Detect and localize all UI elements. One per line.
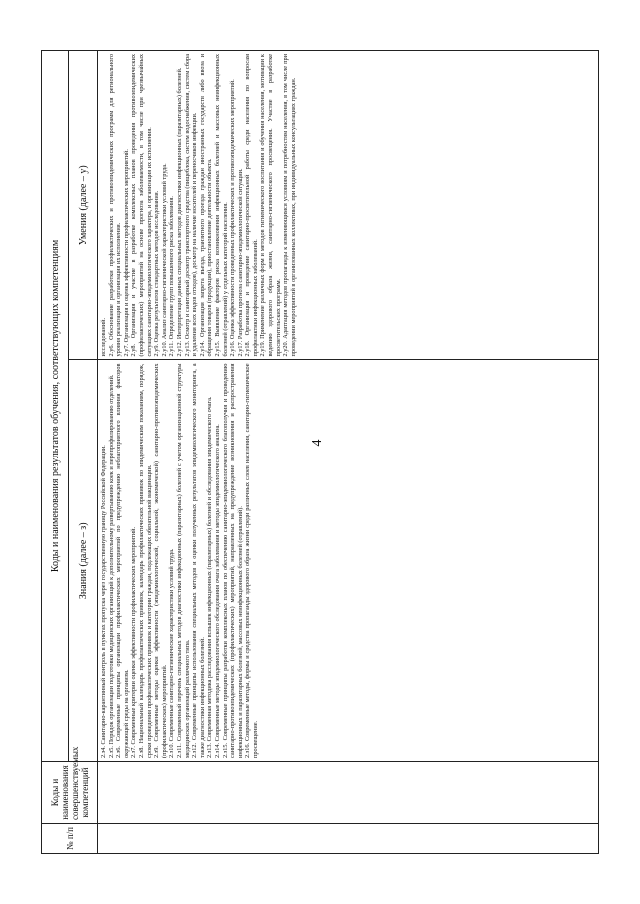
skill-item: 2.у9. Оценка результатов стандартных методов исследования. [153,190,161,357]
skill-item: 2.у13. Осмотр и санитарный досмотр транспортного средства (пищеблока, систем водоснабжения, систем сбора и удаления всех видов отходов), досмотр на наличие носителей и переносчиков инфекции. [183,54,199,357]
skill-item: исследований. [100,317,107,357]
skill-item: 2.у6. Обоснование разработки профилактических и противоэпидемических программ для регионального уровня реализации и организация их исполнения. [107,54,123,357]
skill-item: 2.у15. Выявление факторов риска возникновения инфекционных болезней и массовых неинфекционных болезней (отравлений) у отдельных категорий населения. [213,54,229,357]
table-row [98,51,599,854]
skill-item: 2.у18. Организация и проведение санитарно-просветительной работы среди населения по вопросам профилактики инфекционных заболеваний. [244,54,259,357]
skill-item: 2.у17. Разработка прогноза санитарно-эпидемиологической ситуации. [236,168,244,357]
knowledge-item: 2.з16. Современные методы, формы и средства пропаганды здорового образа жизни среди различных слоев населения, санитарно-гигиеническое просвещение. [244,363,259,758]
header-skills: Умения (далее – у) [69,51,98,361]
skills-cell [98,51,599,361]
skill-item: 2.у11. Определение групп повышенного риска заболевания. [168,196,176,357]
knowledge-item: 2.з8. Национальный календарь профилактических прививок, календарь профилактических прививок по эпидемическим показаниям, порядок, сроки проведения профилактических прививок и категории граждан, подлежащих обязательной вакцинации. [137,363,153,758]
knowledge-item: 2.з6. Современные принципы организации профилактических мероприятий по предупреждению неблагоприятного влияния факторов окружающей среды на организм. [115,363,130,758]
competency-table [41,50,599,854]
knowledge-item: 2.з4. Санитарно-карантинный контроль в пунктах пропуска через государственную границу Российской Федерации. [100,445,107,758]
competency-table-rotated [41,50,599,854]
knowledge-item: 2.з11. Современный перечень специальных методов диагностики инфекционных (паразитарных) болезней с учетом организационной структуры медицинских организаций различного типа. [175,363,191,758]
header-results-title: Коды и наименования результатов обучения, соответствующих компетенциям [42,51,69,762]
page-number: 4 [310,439,325,447]
knowledge-item: 2.з9. Современные методы оценки эффективности (эпидемиологической, социальной, экономической) санитарно-противоэпидемических (профилактических) мероприятий. [153,363,168,758]
knowledge-item: 2.з7. Современные критерии оценки эффективности профилактических мероприятий. [130,526,138,758]
knowledge-item: 2.з12. Современные принципы использования специальных методов и оценки полученных результатов эпидемиологического мониторинга, а также диагностики инфекционных болезней. [191,363,206,758]
row-num [98,824,599,854]
skill-item: 2.у8. Организация и участие в разработке комплексных планов проведения противоэпидемических (профилактических) мероприятий на основе прогноза заболеваемости, в том числе при чрезвычайных ситуациях санитарно-эпидемиологического характера, и организация их исполнения. [130,54,153,357]
row-code [98,762,599,824]
skill-item: 2.у20. Адаптация методов пропаганды к изменяющимся условиям и потребностям населения, в том числе при проведении мероприятий в организованных коллективах, при индивидуальных консультациях граждан. [282,54,297,357]
skill-item: 2.у14. Организация запрета въезда, транзитного проезда граждан иностранных государств либо ввоза и обращения товаров (продукции), приостановление деятельности объекта. [198,54,214,357]
skill-item: 2.у19. Применение различных форм и методов гигиенического воспитания и обучения населения, мотивации к ведению здорового образа жизни, санитарно-гигиенического просвещения. Участие в разработке просветительских программ. [259,54,282,357]
header-num: № п/п [42,824,98,854]
knowledge-item: 2.з10. Современные санитарно-гигиенические характеристики условий труда. [168,548,176,758]
knowledge-cell [98,360,599,762]
header-knowledge: Знания (далее – з) [69,360,98,762]
skill-item: 2.у16. Оценка эффективности проведенных профилактических и противоэпидемических мероприятий. [229,79,237,357]
skill-item: 2.у7. Организация и оценка эффективности профилактических мероприятий. [122,149,130,357]
skill-item: 2.у10. Анализ санитарно-гигиенической характеристики условий труда. [160,163,168,357]
knowledge-item: 2.з13. Современная методика расследования вспышек инфекционных (паразитарных) болезней и обследования эпидемического очага. [206,396,214,758]
knowledge-item: 2.з14. Современные методы эпидемиологического обследования очага заболевания и методы эпидемиологического анализа. [213,424,221,758]
header-codes: Коды и наименования совершенствуемых компетенций [42,762,98,824]
knowledge-item: 2.з15. Современные принципы разработки комплексных планов по обеспечению санитарно-эпидемиологического благополучия и проведению санитарно-противоэпидемических (профилактических) мероприятий, направленных на предупреждение возникновения и распространения инфекционных и паразитарных болезней, массовых неинфекционных болезней (отравлений). [221,363,244,758]
knowledge-item: 2.з5. Порядок организации подготовки медицинских организаций к дополнительному развертыванию коек и перепрофилированию отделений. [107,374,115,758]
skill-item: 2.у12. Интерпретация данных специальных методов диагностики инфекционных (паразитарных) болезней. [175,67,183,357]
